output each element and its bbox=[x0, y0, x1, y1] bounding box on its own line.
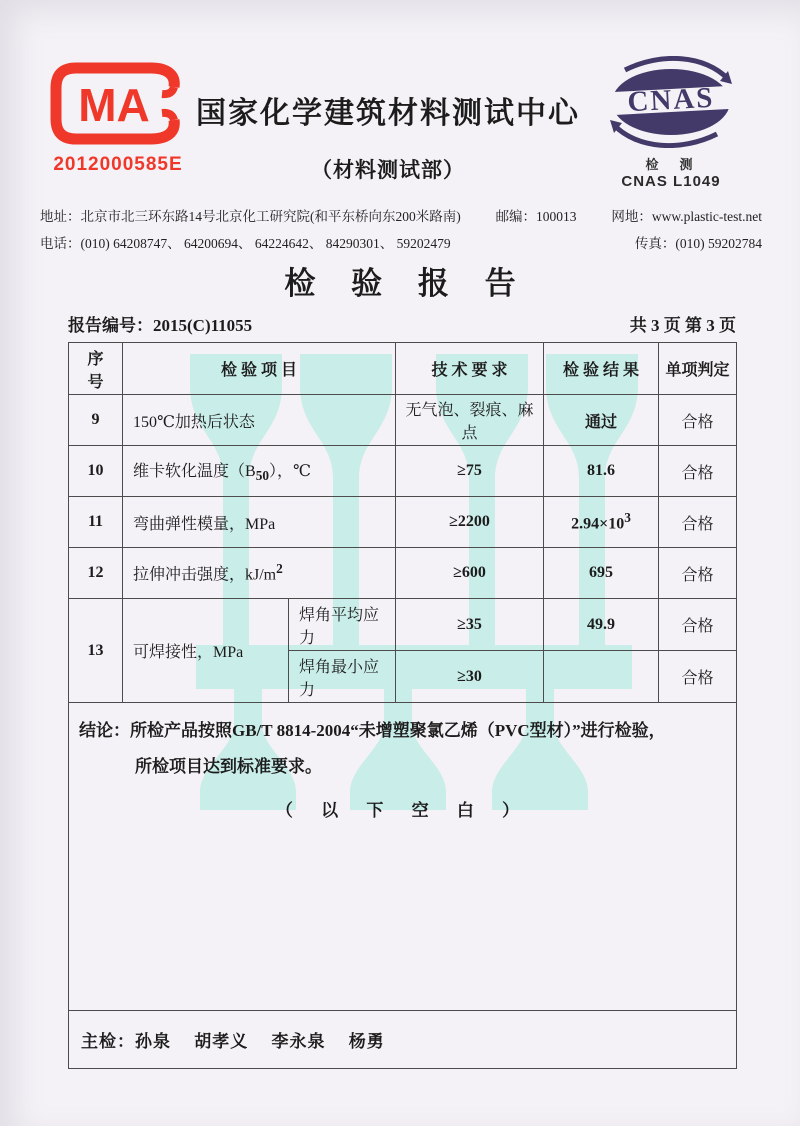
row9-item: 150℃加热后状态 bbox=[123, 395, 396, 446]
svg-text:MA: MA bbox=[78, 79, 150, 131]
row10-no: 10 bbox=[69, 446, 123, 497]
cma-logo-icon bbox=[50, 62, 186, 146]
inspector-cell bbox=[69, 1011, 737, 1069]
row12-requirement: ≥600 bbox=[396, 548, 544, 599]
row10-item: 维卡软化温度$(B_{50})$，℃ bbox=[123, 446, 396, 497]
row10-result: 81.6 bbox=[544, 446, 659, 497]
row10-judgement: 合格 bbox=[659, 446, 737, 497]
svg-text:CNAS: CNAS bbox=[626, 81, 716, 119]
cnas-cert-type: 检 测 bbox=[645, 157, 697, 172]
inspector-names: 孙泉 胡孝义 李永泉 杨勇 bbox=[135, 1032, 385, 1051]
row10-requirement: ≥75 bbox=[396, 446, 544, 497]
table-row bbox=[69, 395, 737, 446]
table-header-row bbox=[69, 343, 737, 395]
contact-line-1 bbox=[40, 203, 762, 230]
cnas-cert-code: CNAS L1049 bbox=[621, 173, 721, 190]
header-judgement: 单项判定 bbox=[659, 343, 737, 395]
row12-judgement: 合格 bbox=[659, 548, 737, 599]
row13a-subitem: 焊角平均应力 bbox=[289, 599, 396, 651]
row9-no: 9 bbox=[69, 395, 123, 446]
report-number-label: 报告编号： bbox=[68, 316, 153, 335]
report-number-value: 2015(C)11055 bbox=[153, 316, 253, 335]
conclusion-line-2: 所检项目达到标准要求。 bbox=[135, 757, 322, 776]
phone-text: 电话：(010) 64208747、 64200694、 64224642、 84290301、 59202479 bbox=[40, 236, 451, 251]
blank-below-note: （ 以 下 空 白 ） bbox=[275, 801, 532, 820]
cnas-logo-block bbox=[596, 56, 746, 190]
row11-requirement: ≥2200 bbox=[396, 497, 544, 548]
inspector-label: 主检： bbox=[81, 1032, 135, 1051]
org-name: 国家化学建筑材料测试中心 bbox=[196, 97, 580, 130]
address-text: 地址：北京市北三环东路14号北京化工研究院(和平东桥向东200米路南) bbox=[40, 209, 461, 224]
table-row bbox=[69, 446, 737, 497]
row13b-requirement: ≥30 bbox=[396, 651, 544, 703]
row13a-result: 49.9 bbox=[544, 599, 659, 651]
page-indicator: 共 3 页 第 3 页 bbox=[629, 316, 736, 335]
website-text: 网地：www.plastic-test.net bbox=[611, 209, 762, 224]
conclusion-cell bbox=[69, 703, 737, 1011]
row13b-result bbox=[544, 651, 659, 703]
table-row bbox=[69, 548, 737, 599]
row12-item: 拉伸冲击强度，$kJ/m^2$ bbox=[123, 548, 396, 599]
cma-certificate-number: 2012000585E bbox=[53, 154, 183, 175]
table-row bbox=[69, 497, 737, 548]
org-department: （材料测试部） bbox=[311, 158, 465, 182]
row11-result: $2.94\times 10^3$ bbox=[544, 497, 659, 548]
contact-info bbox=[40, 203, 762, 257]
row11-item: 弯曲弹性模量，MPa bbox=[123, 497, 396, 548]
row9-result: 通过 bbox=[544, 395, 659, 446]
row9-judgement: 合格 bbox=[659, 395, 737, 446]
org-title-block bbox=[176, 88, 600, 184]
row13a-judgement: 合格 bbox=[659, 599, 737, 651]
cnas-logo-icon bbox=[601, 56, 741, 148]
conclusion-label: 结论： bbox=[79, 721, 130, 740]
cma-logo-block bbox=[42, 62, 194, 176]
row13a-requirement: ≥35 bbox=[396, 599, 544, 651]
header-result: 检 验 结 果 bbox=[544, 343, 659, 395]
row13b-judgement: 合格 bbox=[659, 651, 737, 703]
header-no: 序 号 bbox=[69, 343, 123, 395]
row12-result: 695 bbox=[544, 548, 659, 599]
table-row bbox=[69, 599, 737, 651]
header-item: 检 验 项 目 bbox=[123, 343, 396, 395]
row13b-subitem: 焊角最小应力 bbox=[289, 651, 396, 703]
results-table bbox=[68, 342, 737, 1069]
inspector-row bbox=[69, 1011, 737, 1069]
report-meta bbox=[68, 311, 736, 336]
report-title: 检 验 报 告 bbox=[284, 266, 530, 301]
fax-text: 传真：(010) 59202784 bbox=[634, 236, 762, 251]
row13-item: 可焊接性，MPa bbox=[123, 599, 289, 703]
header-requirement: 技 术 要 求 bbox=[396, 343, 544, 395]
report-number bbox=[68, 311, 252, 336]
contact-line-2 bbox=[40, 230, 762, 257]
row13-no: 13 bbox=[69, 599, 123, 703]
row11-judgement: 合格 bbox=[659, 497, 737, 548]
row12-no: 12 bbox=[69, 548, 123, 599]
postcode-text: 邮编：100013 bbox=[495, 209, 577, 224]
row11-no: 11 bbox=[69, 497, 123, 548]
conclusion-row bbox=[69, 703, 737, 1011]
row9-requirement: 无气泡、裂痕、麻点 bbox=[396, 395, 544, 446]
conclusion-line-1: 结论：所检产品按照GB/T 8814-2004“未增塑聚氯乙烯（PVC型材）”进行检验， bbox=[79, 721, 666, 740]
